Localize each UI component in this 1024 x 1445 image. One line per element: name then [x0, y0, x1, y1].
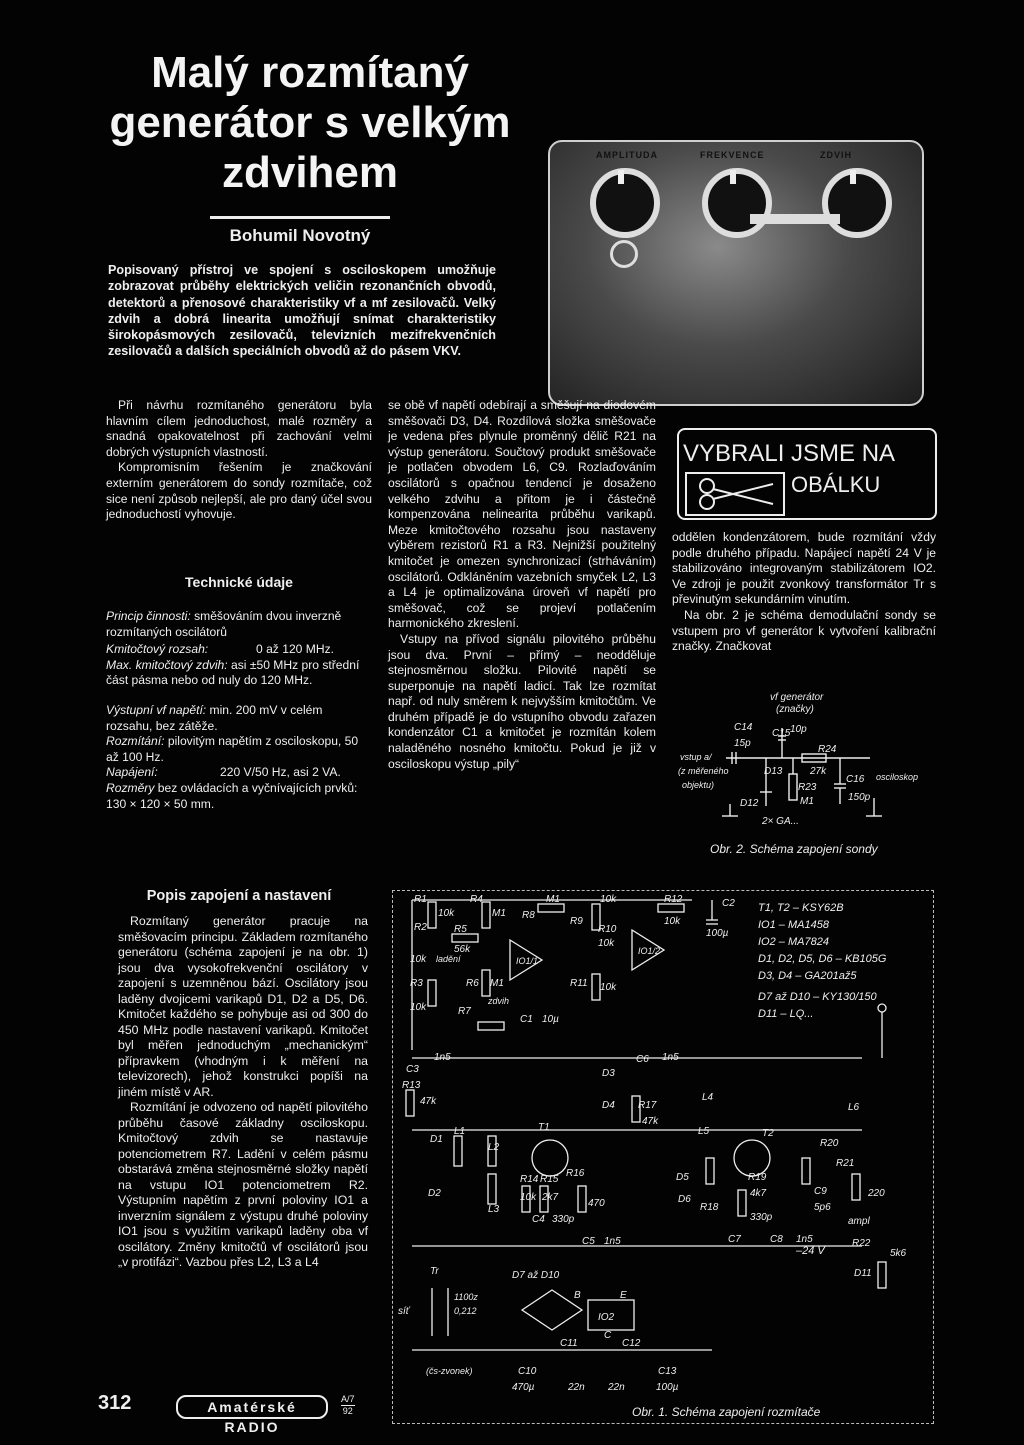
- fig2-label: 27k: [810, 766, 827, 777]
- specs-list: [106, 609, 372, 812]
- fig1-label: D1: [430, 1134, 443, 1145]
- fig1-label: R10: [598, 924, 617, 935]
- fig1-label: R7: [458, 1006, 471, 1017]
- fig1-label: 220: [868, 1188, 885, 1199]
- fig1-label: L2: [488, 1142, 500, 1153]
- fig1-label: 10k: [600, 894, 617, 905]
- fig1-label: C8: [770, 1234, 783, 1245]
- fig1-label: R17: [638, 1100, 657, 1111]
- fig1-label: 5k6: [890, 1248, 907, 1259]
- fig1-label: 56k: [454, 944, 471, 955]
- fig1-label: R19: [748, 1172, 767, 1183]
- fig1-label: 2k7: [542, 1192, 559, 1203]
- fig2-label: D13: [764, 766, 783, 777]
- fig2-label: R24: [818, 744, 837, 755]
- knob-frequency: [702, 168, 772, 238]
- fig1-label: B: [574, 1290, 581, 1301]
- fig1-label: R18: [700, 1202, 719, 1213]
- fig1-label: 100µ: [706, 928, 729, 939]
- knob-amplitude: [590, 168, 660, 238]
- fig2-label: (značky): [776, 704, 814, 715]
- spec-sweep: Rozmítání: pilovitým napětím z osciloskopu, 50 až 100 Hz.: [106, 734, 359, 764]
- fig1-label: C6: [636, 1054, 649, 1065]
- fig1-label: D4: [602, 1100, 615, 1111]
- fig1-label: M1: [492, 908, 506, 919]
- fig1-label: 0,212: [454, 1306, 477, 1316]
- fig1-label: 10k: [664, 916, 681, 927]
- fig2-label: 2× GA...: [762, 816, 799, 827]
- scissors-box: [685, 472, 785, 516]
- fig1-label: L5: [698, 1126, 710, 1137]
- fig1-label: síť: [398, 1306, 410, 1317]
- fig1-label: 10k: [438, 908, 455, 919]
- fig1-label: M1: [490, 978, 504, 989]
- cover-banner: [677, 428, 937, 520]
- fig1-label: L3: [488, 1204, 500, 1215]
- spec-range: Kmitočtový rozsah: 0 až 120 MHz.: [106, 642, 334, 657]
- fig1-caption: Obr. 1. Schéma zapojení rozmítače: [632, 1405, 821, 1419]
- fig2-label: (z měřeného: [678, 766, 729, 776]
- fig1-label: C3: [406, 1064, 419, 1075]
- fig1-label: 1100z: [454, 1292, 478, 1302]
- fig1-label: R5: [454, 924, 467, 935]
- paragraph: se obě vf napětí odebírají a směšují na diodovém směšovači D3, D4. Rozdílová složka směšovače je vedena přes plynule proměnný dělič R21 na výstup generátoru. Součtový produkt směšovače je potlačen obvodem L6, C9. Rozlaďováním oscilátorů s opačnou tendencí je dosaženo velkého zdvihu a přitom je i částečně kompenzována nelinearita průběhu varikapů. Meze kmitočtového rozsahu jsou nastaveny výběrem rezistorů R1 a R3. Nejnižší použitelný kmitočet je omezen synchronizací (strháváním) oscilátorů. Odkláněním vazebních smyček L2, L3 a L4 je optimalizována úroveň vf napětí pro směšovač, což se projeví potlačením harmonického zkreslení.: [388, 398, 656, 631]
- parts-list-item: D3, D4 – GA201až5: [758, 970, 857, 982]
- article-title: Malý rozmítaný generátor s velkým zdvihem: [109, 48, 511, 197]
- fig1-label: 10k: [598, 938, 615, 949]
- photo-label-frequency: FREKVENCE: [700, 150, 765, 160]
- column-2: [388, 398, 656, 772]
- fig2-label: vstup a/: [680, 752, 712, 762]
- fig1-label: 470µ: [512, 1382, 535, 1393]
- fig1-label: C9: [814, 1186, 827, 1197]
- fig1-label: D7 až D10: [512, 1270, 560, 1281]
- column-3: [672, 530, 936, 655]
- spec-deviation: Max. kmitočtový zdvih: asi ±50 MHz pro střední část pásma nebo od nuly do 120 MHz.: [106, 657, 360, 688]
- fig1-label: R1: [414, 894, 427, 905]
- fig1-label: R6: [466, 978, 479, 989]
- specs-heading: Technické údaje: [185, 574, 293, 590]
- fig1-label: C10: [518, 1366, 537, 1377]
- fig1-label: C13: [658, 1366, 677, 1377]
- fig1-label: 10k: [520, 1192, 537, 1203]
- fig1-label: C2: [722, 898, 735, 909]
- fig2-label: C14: [734, 722, 753, 733]
- fig1-label: R13: [402, 1080, 421, 1091]
- connector-jack: [610, 240, 638, 268]
- fig2-label: M1: [800, 796, 814, 807]
- parts-list-item: IO2 – MA7824: [758, 936, 829, 948]
- paragraph: Vstupy na přívod signálu pilovitého průběhu jsou dva. První – přímý – neodděluje stejnosměrnou složku. Pilovité napětí se superponuje na napětí ladicí. Tak lze rozmítat např. od nuly směrem k nejvyšším kmitočtům. Ve druhém případě je do vstupního obvodu zařazen kondenzátor C1 a kmitočet je rozmítán kolem naladěného nosného kmitočtu. Pokud je již v osciloskopu výstup „pily“: [388, 631, 656, 771]
- paragraph: Kompromisním řešením je značkování externím generátorem do sondy rozmítače, což sice není způsob nejlepší, ale pro daný účel svou jednoduchostí vyhovuje.: [106, 460, 372, 522]
- paragraph: Rozmítání je odvozeno od napětí pilovitého průběhu časové základny osciloskopu. Kmitočtový zdvih se nastavuje potenciometrem R7. Ladění v celém pásmu obstarává změna stejnosměrné složky napětí na vstupu IO1 potenciometrem R2. Výstupním napětím z první poloviny IO1 a inverzním signálem z výstupu druhé poloviny IO1 jsou s využitím varikapů laděny oba vf oscilátory. Změny kmitočtů vf oscilátorů jsou „v protifázi“. Vazbou přes L2, L3 a L4: [118, 1100, 368, 1269]
- parts-list-item: T1, T2 – KSY62B: [758, 902, 844, 914]
- fig1-label: R11: [570, 978, 588, 989]
- issue-number: A/7 92: [341, 1394, 355, 1416]
- fig1-label: 1n5: [662, 1052, 679, 1063]
- lead-paragraph: Popisovaný přístroj ve spojení s osciloskopem umožňuje zobrazovat průběhy elektrických veličin rezonančních obvodů, detektorů a přenosové charakteristiky vf a mf zesilovačů. Velký zdvih a dobrá linearita umožňují snímat charakteristiky širokopásmových zesilovačů, televizních mezifrekvenčních zesilovačů a dalších speciálních obvodů až do pásem VKV.: [108, 263, 496, 359]
- fig1-label: 10µ: [542, 1014, 559, 1025]
- paragraph: Na obr. 2 je schéma demodulační sondy se vstupem pro vf generátor k vytvoření kalibrační značky. Značkovat: [672, 607, 936, 654]
- fig1-label: IO1/1: [516, 956, 539, 966]
- probe-schematic: [670, 688, 930, 838]
- fig1-label: D6: [678, 1194, 691, 1205]
- fig1-label: 47k: [420, 1096, 437, 1107]
- parts-list-item: D11 – LQ...: [758, 1008, 814, 1020]
- paragraph: oddělen kondenzátorem, bude rozmítání vždy podle druhého případu. Napájecí napětí 24 V je stabilizováno integrovaným stabilizátorem IO2. Ve zdroji je použit zvonkový transformátor Tr s převinutým sekundárním vinutím.: [672, 530, 936, 607]
- fig1-label: 330p: [552, 1214, 575, 1225]
- author: Bohumil Novotný: [229, 226, 371, 245]
- fig1-label: 100µ: [656, 1382, 679, 1393]
- fig1-label: ampl: [848, 1216, 870, 1227]
- fig1-label: R20: [820, 1138, 839, 1149]
- fig2-label: 150p: [848, 792, 871, 803]
- fig1-label: R15: [540, 1174, 559, 1185]
- fig2-label: 10p: [790, 724, 807, 735]
- photo-label-deviation: ZDVIH: [820, 150, 852, 160]
- spec-power: Napájení: 220 V/50 Hz, asi 2 VA.: [106, 765, 341, 780]
- fig1-label: C12: [622, 1338, 641, 1349]
- fig1-label: C7: [728, 1234, 741, 1245]
- fig1-label: R12: [664, 894, 683, 905]
- spec-output: Výstupní vf napětí: min. 200 mV v celém rozsahu, bez zátěže.: [106, 702, 323, 733]
- fig1-label: R14: [520, 1174, 539, 1185]
- fig2-label: osciloskop: [876, 772, 919, 782]
- fig1-label: R4: [470, 894, 483, 905]
- fig1-label: T2: [762, 1128, 774, 1139]
- sweep-generator-schematic: [392, 890, 932, 1422]
- fig1-label: 10k: [410, 954, 427, 965]
- fig1-label: L6: [848, 1102, 860, 1113]
- fig1-label: 1n5: [604, 1236, 621, 1247]
- fig1-label: R21: [836, 1158, 855, 1169]
- fig1-label: –24 V: [796, 1245, 825, 1257]
- parts-list-item: D1, D2, D5, D6 – KB105G: [758, 953, 887, 965]
- banner-line1: VYBRALI JSME NA: [683, 440, 896, 467]
- fig1-label: C: [604, 1330, 612, 1341]
- column-1: [106, 398, 372, 523]
- fig1-label: 1n5: [796, 1234, 813, 1245]
- knob-deviation: [822, 168, 892, 238]
- section2-heading: Popis zapojení a nastavení: [146, 888, 332, 904]
- fig1-label: L1: [454, 1126, 466, 1137]
- fig1-label: 10k: [600, 982, 617, 993]
- fig1-label: C4: [532, 1214, 545, 1225]
- fig1-label: L4: [702, 1092, 714, 1103]
- fig2-label: R23: [798, 782, 817, 793]
- fig1-label: E: [620, 1290, 627, 1301]
- scissors-icon: [687, 474, 783, 514]
- section2-body: [118, 914, 368, 1271]
- fig1-label: D5: [676, 1172, 689, 1183]
- paragraph: Při návrhu rozmítaného generátoru byla hlavním cílem jednoduchost, malé rozměry a snadná opakovatelnost při zachování velmi dobrých výstupních vlastností.: [106, 398, 372, 459]
- fig2-label: C16: [846, 774, 865, 785]
- fig1-label: R22: [852, 1238, 871, 1249]
- parts-list-item: D7 až D10 – KY130/150: [758, 991, 877, 1003]
- fig1-label: 22n: [608, 1382, 625, 1393]
- fig1-label: R2: [414, 922, 427, 933]
- parts-list-item: IO1 – MA1458: [758, 919, 829, 931]
- fig1-label: D3: [602, 1068, 615, 1079]
- fig1-label: R16: [566, 1168, 585, 1179]
- fig1-label: 470: [588, 1198, 605, 1209]
- fig1-label: C11: [560, 1338, 578, 1349]
- fig1-label: 47k: [642, 1116, 659, 1127]
- fig1-label: IO2: [598, 1312, 615, 1323]
- fig1-label: 4k7: [750, 1188, 767, 1199]
- fig2-label: C15: [772, 728, 791, 739]
- fig1-label: 5p6: [814, 1202, 831, 1213]
- fig1-label: ladění: [436, 954, 461, 964]
- fig2-label: 15p: [734, 738, 751, 749]
- author-rule: [210, 216, 390, 219]
- device-photo: [548, 140, 924, 406]
- fig1-label: (čs-zvonek): [426, 1366, 473, 1376]
- fig2-caption: Obr. 2. Schéma zapojení sondy: [710, 842, 878, 856]
- fig2-label: vf generátor: [770, 692, 824, 703]
- fig1-label: Tr: [430, 1266, 439, 1277]
- fig1-label: 330p: [750, 1212, 773, 1223]
- paragraph: Rozmítaný generátor pracuje na směšovacím principu. Základem rozmítaného generátoru (schéma zapojení je na obr. 1) jsou dva vysokofrekvenční oscilátory v zapojení s uzemněnou bází. Oscilátory jsou laděny dvojicemi varikapů D1, D2 a D5, D6. Kmitočet každého se pohybuje asi od 300 do 450 MHz podle nastavení varikapů. Kmitočet byl měřen jednoduchým „mechanickým“ přípravkem (vhodným i k měření na televizorech), jehož konstrukci popíši na jiném místě v AR.: [118, 914, 368, 1099]
- photo-label-amplitude: AMPLITUDA: [596, 150, 658, 160]
- fig1-label: 1n5: [434, 1052, 451, 1063]
- page-number: 312: [98, 1392, 132, 1414]
- fig1-label: 10k: [410, 1002, 427, 1013]
- fig1-label: D2: [428, 1188, 441, 1199]
- spec-principle: Princip činnosti: směšováním dvou inverzně rozmítaných oscilátorů: [106, 609, 342, 639]
- switch-bar: [750, 214, 840, 224]
- fig1-label: IO1/2: [638, 946, 661, 956]
- fig1-label: C1: [520, 1014, 533, 1025]
- fig1-label: C5: [582, 1236, 595, 1247]
- fig2-label: objektu): [682, 780, 715, 790]
- fig1-label: T1: [538, 1122, 550, 1133]
- fig1-label: M1: [546, 894, 560, 905]
- fig1-label: R8: [522, 910, 535, 921]
- fig1-label: zdvih: [488, 996, 510, 1006]
- magazine-logo: Amatérské RADIO: [176, 1395, 328, 1419]
- fig1-label: R3: [410, 978, 423, 989]
- fig1-label: 22n: [568, 1382, 585, 1393]
- fig2-label: D12: [740, 798, 759, 809]
- fig1-label: R9: [570, 916, 583, 927]
- banner-line2: OBÁLKU: [791, 472, 881, 497]
- fig1-label: D11: [854, 1268, 872, 1279]
- spec-dimensions: Rozměry bez ovládacích a vyčnívajících prvků: 130 × 120 × 50 mm.: [106, 780, 358, 811]
